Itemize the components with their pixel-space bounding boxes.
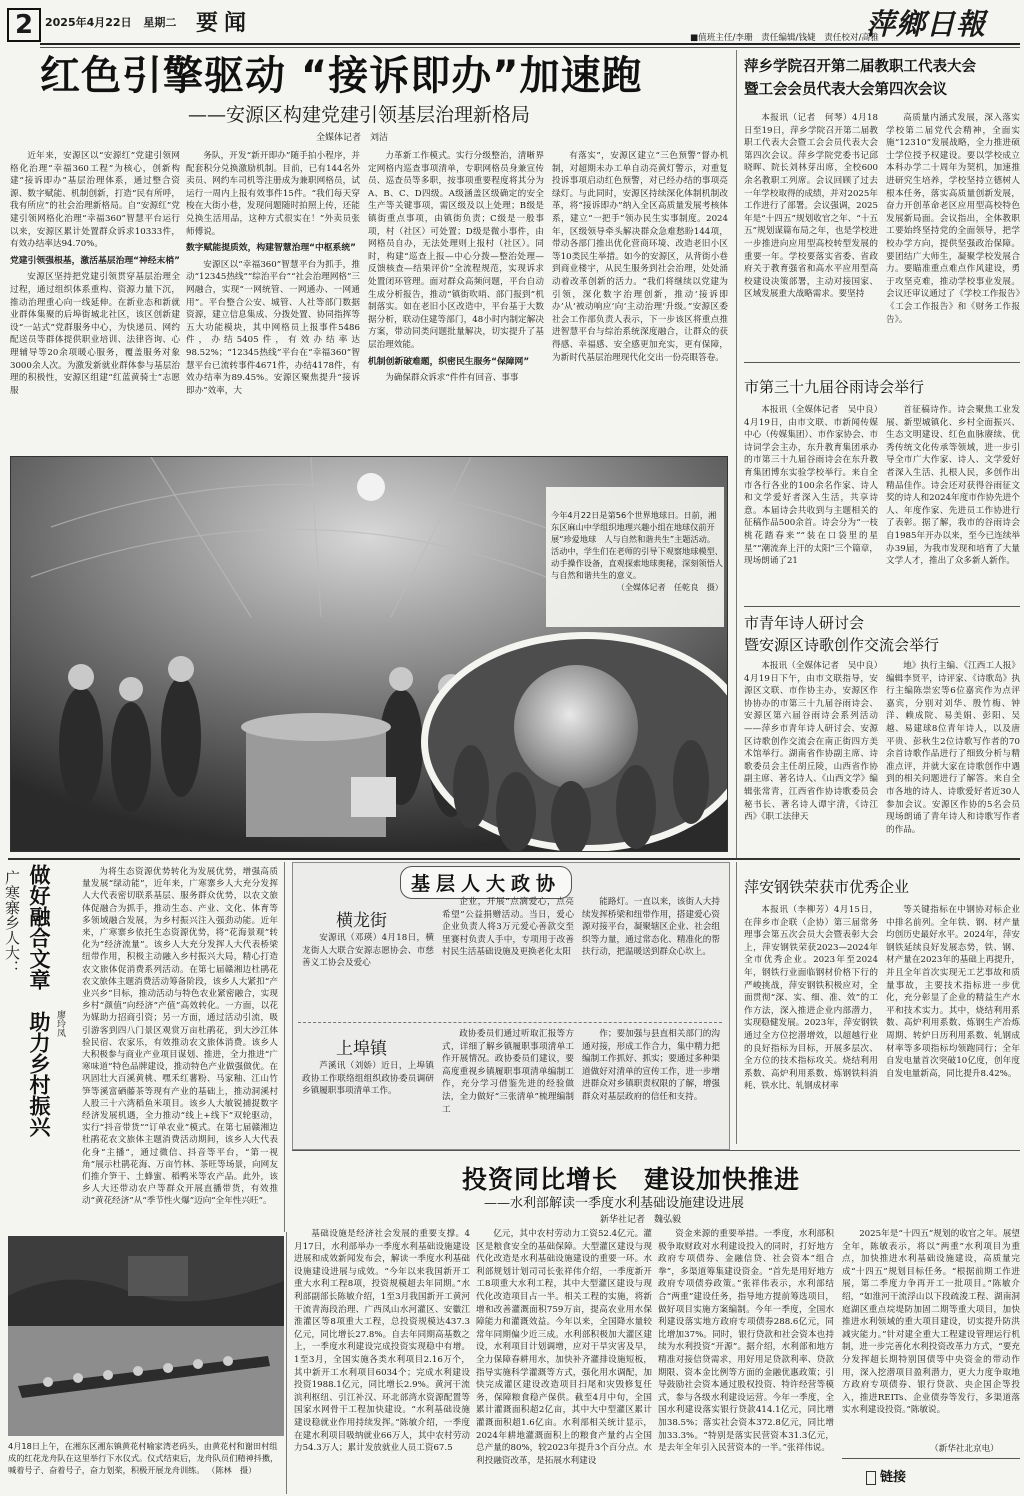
water-subtitle: ——水利部解读一季度水利基础设施建设进展 [484,1196,745,1211]
side3-title-line1: 市青年诗人研讨会 [744,614,865,632]
lead-paragraph: 务队，开发“新开即办”随手拍小程序，并配套积分兑换激励机制。目前，已有144名外卖员、网约车司机等注册成为兼职网格员，试运行一周内上报有效事件15件。“我们每天穿梭在大街小巷，发现问题随时拍照上传，还能兑换生活用品，这种方式很实在！”外卖员张师傅说。 [186,151,360,237]
side1-column-2 [886,112,1020,350]
water-byline: 新华社记者 魏弘毅 [600,1215,682,1225]
side3-paragraph: 地》执行主编、《江西工人报》编辑李贤平，诗评家、《诗歌岛》执行主编陈崇宏等6位嘉宾作为点评嘉宾，分别对刘华、殷竹梅、钟洋、赖成院、易美娟、彭阳、吴越、易建球8位青年诗人，以及唐平贵、彭秋生2位诗歌写作者的70余首诗歌作品进行了细致分析与精准点评，并就大家在诗歌创作中遇到的相关问题进行了解答。来自全市各地的诗人、诗歌爱好者近30人参加会议。安源区作协的5名会员现场朗诵了青年诗人和诗歌写作者的作品。 [886,661,1020,835]
editors-line: ■值班主任/李珊 责任编辑/钱婕 责任校对/高雅 [690,33,879,43]
side1-column-1 [744,112,878,350]
npc-paragraph: 能路灯。一直以来，该街人大持续发挥桥梁和纽带作用，搭建爱心资源对接平台，凝聚辖区企业、社会组织等力量，通过常态化、精准化的帮扶行动，把温暖送到群众心坎上。 [582,897,720,958]
section-name: 要闻 [196,10,253,36]
side2-column-1 [744,404,878,602]
date: 2025年4月22日 [45,16,132,29]
lead-paragraph: 安源区以“幸福360”智慧平台为抓手，推动“12345热线”“综治平台”“社会治理网格”三网融合，实现“一网统管、一网通办、一网通用”。平台整合公安、城管、人社等部门数据资源，建立信息集成、分拨处置、协同指挥等五大功能模块，其中网格员上报事件5486件，办结5405件，有效办结率达98.52%；“12345热线”平台在“幸福360”智慧平台已流转事件4671件，办结4178件，有效办结率为89.45%。安源区聚焦提升“接诉即办”效率，大 [186,259,360,396]
water-paragraph: 资金来源的重要举措。一季度，水利部积极争取财政对水利建设投入的同时，打好地方政府专项债券、金融信贷、社会资本“组合拳”，多渠道筹集建设资金。“首先是用好地方政府专项债券政策。”张祥伟表示，水利部结合“两重”建设任务，指导地方提前筹选项目，做好项目实施方案编制。今年一季度，全国水利建设落实地方政府专项债券288.6亿元，同比增加37%。同时，银行贷款和社会资本也持续为水利投资“开源”。据介绍，水利部和地方精准对接信贷需求，用好用足贷款利率、贷款期限、资本金比例等方面的金融优惠政策；引导鼓励社会资本通过股权投资、特许经营等模式，参与各级水利建设运营。今年一季度，全国水利建设落实银行贷款414.1亿元，同比增加38.5%；落实社会资本372.8亿元，同比增加33.3%。“特别是落实民营资本31.3亿元，是去年全年引入民营资本的一半。”张祥伟说。 [658,1229,834,1454]
water-paragraph: 2025年是“十四五”规划的收官之年。展望全年，陈敏表示，将以“两重”水利项目为重点，加快推进水利基础设施建设，高质量完成“十四五”规划目标任务。“根据前期工作进展，第二季度力争再开工一批项目。”陈敏介绍，“如淮河干流浮山以下段疏浚工程、湖南洞庭湖区重点垸堤防加固二期等重大项目，加快推进水利领域的重大项目建设，切实提升防洪减灾能力。”针对建全重大工程建设管理运行机制，进一步完善化水利投资改革力方式，“要充分发挥超长期特别国债等中央资金的带动作用，深入挖潜项目盈利潜力，更大力度争取地方政府专项债券、银行贷款、央企国企等投入，推进REITs、企业债券等发行，多渠道落实水利建设投资。”陈敏说。 [842,1229,1020,1416]
steel-column-1 [744,904,878,1140]
lead-paragraph: 有落实”，安源区建立“三色预警”督办机制，对超期未办工单自动亮黄灯警示，对重复投诉事项启动红色预警，对已经办结的事项亮绿灯。与此同时，安源区持续深化体制机制改革，将“接诉即办”纳入全区高质量发展考核体系，建立“一把手”领办民生实事制度。2024年，区级领导牵头解决群众急难愁盼144项，带动各部门推出优化营商环境、改造老旧小区等10类民生举措。如今的安源区，从背街小巷到商业楼宇，从民生服务到社会治理，处处涌动着改革创新的活力。“我们将继续以党建为引领，深化数字治理创新，推动‘接诉即办’从‘被动响应’向‘主动治理’升级。”安源区委社会工作部负责人表示，下一步该区将重点推进智慧平台与综治系统深度融合，让群众的获得感、幸福感、安全感更加充实，更有保障，为新时代基层治理现代化交出一份亮眼答卷。 [552,151,728,363]
weekday: 星期二 [143,16,177,29]
link-label [866,1466,906,1485]
side2-column-2 [886,404,1020,602]
npc-paragraph: 作；要加强与县直相关部门的沟通对接，形成工作合力，集中精力把编制工作抓好、抓实；要通过多种渠道做好对清单的宣传工作，进一步增进群众对乡镇职责权限的了解，增强群众对基层政府的信任和支持。 [582,1029,720,1102]
npc-henglong-col1 [302,932,434,1016]
npc-shangbu-col3 [582,1028,720,1142]
npc-shangbu-col2 [442,1028,574,1142]
dragon-boat-caption-text: 4月18日上午，在湘东区湘东镇黄花村喻家湾老码头，由黄花村和谢田村组成的红花龙舟队在这里举行下水仪式。仪式结束后，龙舟队员们精神抖擞，喊着号子、奋着号子，奋力划桨，积极开展龙舟训练。 [8,1441,279,1475]
water-dateline: （新华社北京电） [930,1444,999,1454]
water-column-2 [476,1228,652,1492]
lead-paragraph: 为确保群众诉求“件件有回音、事事 [385,373,519,384]
npc-paragraph: 企业，开展“点滴爱心，点亮希望”公益捐赠活动。当日，爱心企业负责人将3万元爱心善款交至里赛村负责人手中，专项用于改善村民生活基础设施及更换老化太阳 [442,897,574,958]
rural-headline: 做好融合文章 助力乡村振兴 [27,864,51,1137]
side3-paragraph: 本报讯（全媒体记者 吴中良）4月19日下午，由市文联指导，安源区文联、市作协主办，安源区作协协办的市第三十九届谷雨诗会、安源区第六届谷雨诗会系列活动——萍乡市青年诗人研讨会、安源区诗歌创作交流会在南正街四方美术馆举行。湖南省作协副主席、诗歌委员会主任胡丘陵，山西省作协副主席、著名诗人、《山西文学》编辑张常青，江西省作协诗歌委员会秘书长、著名诗人谭宇清，《诗江西》《职工法律天 [744,661,878,823]
side1-paragraph: 本报讯（记者 何琴）4月18日至19日，萍乡学院召开第二届教职工代表大会暨工会会员代表大会第四次会议。萍乡学院党委书记邱晓晖、院长刘林芽出席，全校600余名教职工列席。会议回顾了过去一年学校取得的成绩，并对2025年工作进行了部署。会议强调，2025年是“十四五”规划收官之年、“十五五”规划谋篇布局之年，也是学校进一步推进向应用型高校转型发展的重要一年。学校要落实省委、省政府关于教育强省和高水平应用型高校建设决策部署，主动对接国家、区域发展重大战略需求。要坚持 [744,113,878,300]
lead-headline: 红色引擎驱动 “接诉即办”加速跑 [40,53,643,99]
lead-subtitle: ——安源区构建党建引领基层治理新格局 [188,104,531,126]
newspaper-logo: 萍鄉日報 [866,7,987,41]
npc-title-shangbu: 上埠镇 [336,1039,387,1059]
dragon-boat-photo-image [8,1236,284,1436]
steel-paragraph: 本报讯（李柳芳）4月15日，在萍乡市企联（企协）第三届常务理事会第五次会员大会暨表彰大会上，萍安钢铁荣获2023—2024年全市优秀企业。2023年至2024年，钢铁行业面临钢材价格下行的严峻挑战，萍安钢铁积极应对，全面贯彻“深、实、细、准、效”的工作方法，深入推进企业内部潜力，实现稳健发展。2023年，萍安钢铁通过全方位挖潜增效，以超越行业的良好指标为目标，开展多层次、全方位的技术指标攻关。烧结利用系数、高炉利用系数、炼钢铁料消耗、铁水比、轧钢成材率 [744,905,878,1092]
npc-paragraph: 政协委员们通过听取汇报等方式，详细了解乡镇履职事项清单工作开展情况。政协委员们建议，要高度重视乡镇履职事项清单编制工作，充分学习借鉴先进的经验做法，全力做好“三张清单”梳理编制工 [442,1029,574,1115]
lead-column-2 [186,150,360,450]
side1-title-line1: 萍乡学院召开第二届教职工代表大会 [744,59,976,75]
npc-shangbu-col1 [302,1060,434,1142]
steel-paragraph: 等关键指标在中钢协对标企业中排名前列。全年铁、钢、材产量均创历史最好水平。2024年，萍安钢铁延续良好发展态势，铁、钢、材产量在2023年的基础上再提升，并且全年首次实现无工艺事故和质量事故，主要技术指标进一步优化，充分彰显了企业的精益生产水平和技术实力。其中，烧结利用系数、高炉利用系数、炼钢生产冶炼周期、转炉日历利用系数、轧钢成材率等多项指标均领跑同行；全年自发电量首次突破10亿度，创年度自发电量新高，同比提升8.42%。 [886,905,1020,1079]
water-headline: 投资同比增长 建设加快推进 [462,1165,801,1194]
npc-henglong-col2 [442,896,574,1018]
dragon-boat-credit: （陈林 摄） [207,1465,257,1475]
rural-paragraph: 为将生态资源优势转化为发展优势，增强高质量发展“绿动能”，近年来，广寒寨乡人大充分发挥人大代表密切联系基层、服务群众优势，以农文旅体促融合为抓手，推动生态、产业、文化、体育等多领域融合发展，为乡村振兴注入强劲动能。近年来，广寒寨乡依托生态资源优势，将“花海景观”转化为“经济流量”。该乡人大充分发挥人大代表桥梁纽带作用，积极主动融入乡村振兴大局，精心打造农文旅体促消费系列活动。在第七届赣湘边杜鹃花农文旅体主题消费活动筹备阶段，该乡人大紧扣“产业兴乡”目标，推动活动与特色农业紧密融合，实现乡村“颜值”向经济“产值”高效转化。一方面，以花为媒助力招商引资；另一方面，通过活动引流，吸引游客到四八门景区观赏万亩杜鹃花，到大沙江体验民宿、农家乐，有效推动农文旅体消费。该乡人大积极参与商业产业项目谋划、推进，全力推进“广寒味道”特色品牌建设，推动特色产业做强做优。在巩固壮大百溪黄桃、嘿禾红薯粉、马家釉、江山竹笋等溪富硒藤茶等现有产业的基础上，推动洞溪村人股三十六湾稻鱼米项目。该乡人大敏锐捕捉数字经济发展机遇，全力推动“线上+线下”双轮驱动，实行“抖音带货”“订单农业”模式。在第七届赣湘边杜鹃花农文旅体主题消费活动期间，该乡人大代表化身“主播”，通过微信、抖音等平台，“第一视角”展示杜鹃花海、万亩竹林、茶旺等场景，向网友们推介笋干、土蜂蜜、稻鸭米等农产品。此外，该乡人大还带动农户等群众开展直播带货，有效推动“黄花经济”从“季节性火爆”迈向“全年性兴旺”。 [82,867,278,1207]
issue-date [45,14,176,30]
lead-byline: 全媒体记者 刘洁 [316,133,389,143]
lead-column-1 [10,150,180,450]
lead-subheading: 数字赋能提质效，构建智慧治理“中枢系统” [186,243,356,254]
lead-paragraph: 力革新工作模式。实行分级整治，清晰界定网格内巡查事项清单，专职网格员身兼宣传员、巡查员等多职，按事项重要程度将其分为A、B、C、D四级。A级涵盖区级确定的安全生产等关键事项，需区级及以上处理；B级是镇街重点事项，由镇街负责；C级是一般事项，村（社区）可处置；D级是微小事件，由网格员自办，无法处理则上报村（社区）。同时，构建“巡查上报—中心分拨—整治处理—反馈核查—结果评价”全流程规范，实现诉求处置闭环管理。面对群众高频问题，平台自动生成分析报告，推动“镇街吹哨、部门报到”机制落实。如在老旧小区改造中，平台基于大数据分析，联动住建等部门，48小时内制定解决方案，带动同类问题批量解决，切实提升了基层治理效能。 [368,151,544,350]
side2-paragraph: 首征稿诗作。诗会聚焦工业发展、新型城镇化、乡村全面振兴、生态文明建设、红色血脉赓续、优秀传统文化传承等领域，进一步引导全市广大作家、诗人、文学爱好者深入生活、扎根人民，多创作出精品佳作。诗会还对获得谷雨征文奖的诗人和2024年度市作协先进个人、年度作家、先进员工作协进行了表彰。据了解，我市的谷雨诗会自1985年开办以来，至今已连续举办39届，为我市发现和培育了大量文学人才，推出了众多新人新作。 [886,405,1020,567]
lead-column-3 [368,150,544,450]
side1-title-line2: 暨工会会员代表大会第四次会议 [744,82,947,98]
lead-paragraph: 安源区坚持把党建引领贯穿基层治理全过程，通过组织体系重构、资源力量下沉，推动治理重心向一线延伸。在新业态和新就业群体集聚的后埠街城北社区，该区创新建设“一站式”党群服务中心，为快递员、网约配送员等群体提供职业培训、法律咨询、心理辅导等20余项暖心服务，覆盖服务对象3000余人次。为激发新就业群体参与基层治理的积极性，安源区组建“红蓝黄骑士”志愿服 [10,272,180,396]
water-paragraph: 基础设施是经济社会发展的重要支撑。4月17日，水利部举办一季度水利基础设施建设进展和成效新闻发布会，解读一季度水利基础设施建设进展与成效。“今年以来我国新开工重大水利工程8项，投资规模超去年同期。”水利部副部长陈敏介绍，1至3月我国新开工黄河干流青海段治理、广西凤山水河灌区、安徽江淮灌区等8项重大工程，总投资规模达437.3亿元，同比增长27.8%。自去年同期高基数之上，一季度水利建设完成投资实现稳中有增。1至3月，全国实施各类水利项目2.16万个，其中新开工水利项目6034个；完成水利建设投资1988.1亿元，同比增长2.9%。黄河干流滨利枢纽、引江补汉、环北部湾水资源配置等国家水网骨干工程加快建设。“水利基础设施建设稳就业作用持续发挥。”陈敏介绍，一季度在建水利项目吸纳就业66万人，其中农村劳动力54.3万人；累计发放就业人员工资67.5 [294,1229,470,1454]
rural-kicker: 广寒寨乡人大： [3,870,21,975]
lead-column-4 [552,150,728,450]
npc-title-henglong: 横龙街 [336,911,387,931]
side2-title: 市第三十九届谷雨诗会举行 [744,378,925,396]
side3-column-1 [744,660,878,856]
dragon-boat-photo [8,1236,284,1436]
npc-henglong-col3 [582,896,720,1018]
npc-banner: 基层人大政协 [400,866,572,899]
npc-paragraph: 芦溪讯（刘娇）近日，上埠镇政协工作联络组组织政协委员调研乡镇履职事项清单工作。 [302,1061,434,1097]
lead-subheading: 党建引领强根基，激活基层治理“神经末梢” [10,255,180,266]
dragon-boat-caption [8,1440,284,1476]
steel-title: 萍安钢铁荣获市优秀企业 [744,878,910,896]
water-column-4 [842,1228,1020,1440]
side1-paragraph: 高质量内涵式发展，深入落实学校第二届党代会精神，全面实施“12310”发展战略，全力推进硕士学位授予权建设。要以学校成立本科办学二十周年为契机，加速推进研究生培养，学校坚持立德树人根本任务，落实高质量创新发展，奋力开创革命老区应用型高校特色发展新局面。会议指出，全体教职工要始终坚持党的全面领导，把学校办学方向，提供坚强政治保障。要团结广大师生，凝聚学校发展合力。要瞄准重点难点作风建设，勇于攻坚克难，推动学校事业发展。会议还审议通过了《学校工作报告》《工会工作报告》和《财务工作报告》。 [886,113,1020,325]
page-number: 2 [7,8,41,42]
side3-title-line2: 暨安源区诗歌创作交流会举行 [744,636,940,654]
link-label-text: 链接 [880,1470,907,1485]
water-column-3 [658,1228,834,1492]
water-paragraph: 亿元，其中农村劳动力工资52.4亿元。灌区是粮食安全的基础保障。大型灌区建设与现代化改造是水利基础设施建设的重要一环。水利部规划计划司司长张祥伟介绍，一季度新开工8项重大水利工程，其中大型灌区建设与现代化改造项目占一半。相关工程的实施，将新增和改善灌溉面积759万亩，提高农业用水保障能力和灌溉效益。今年以来，全国降水量较常年同期偏少近三成。水利部积极加大灌区建设，水利项目计划调增，应对干旱灾害及早，全力保障春耕用水，加快补齐灌排设施短板，指导实施科学灌溉等方式，强化用水调配，加快完成灌区建设改造项目扫尾和灾毁修复任务，保障粮食稳产保供。截至4月中旬，全国累计灌溉面积超2亿亩，其中大中型灌区累计灌溉面积超1.6亿亩。水利部相关统计显示，2024年耕地灌溉面积上的粮食产量约占全国总产量的80%，较2023年提升3个百分点。水利投融资改革，是拓展水利建设 [476,1229,652,1466]
steel-column-2 [886,904,1020,1140]
lead-subheading: 机制创新破难题，织密民生服务“保障网” [368,356,530,367]
photo-caption-text: 今年4月22日是第56个世界地球日。日前，湘东区麻山中学组织地理兴趣小组在地球仪前开展“珍爱地球 人与自然和谐共生”主题活动。活动中，学生们在老师的引导下观察地球模型、动手操作设备，直观探索地球奥秘，深刻领悟人与自然和谐共生的意义。 [551,510,723,580]
lead-paragraph: 近年来，安源区以“安源红”党建引领网格化治理“幸福360工程”为核心，创新构建“接诉即办”基层治理体系，通过整合资源、数字赋能、机制创新，打造“民有所呼，我有所应”的社会治理新格局。自“安源红”党建引领网格化治理“幸福360”智慧平台运行以来，安源区累计处置群众诉求10333件，有效办结率达94.70%。 [10,151,180,250]
photo-caption [551,509,723,593]
side3-column-2 [886,660,1020,856]
water-column-1 [294,1228,470,1492]
earth-day-photo [10,456,728,852]
side2-paragraph: 本报讯（全媒体记者 吴中良）4月19日，由市文联、市新闻传媒中心（传媒集团）、市作家协会、市诗词学会主办，东升教育集团承办的市第三十九届谷雨诗会在东升教育集团博东实验学校举行。来自全市各行各业的100余名作家、诗人和文学爱好者深入生活，共享诗意。本届诗会共收到与主题相关的征稿作品500余首。诗会分为“一枝桃花踏春来”“装在口袋里的星星”“潮流奔上汗的太阳”三个篇章，现场朗诵了21 [744,405,878,567]
npc-paragraph: 安源讯（邓瑛）4月18日，横龙街人大联合安源志愿协会、市慈善义工协会及爱心 [302,933,434,969]
rural-body [82,866,278,1236]
rural-byline: 廖玲凤 [55,1010,65,1037]
photo-credit: （全媒体记者 任乾良 摄） [616,582,723,592]
